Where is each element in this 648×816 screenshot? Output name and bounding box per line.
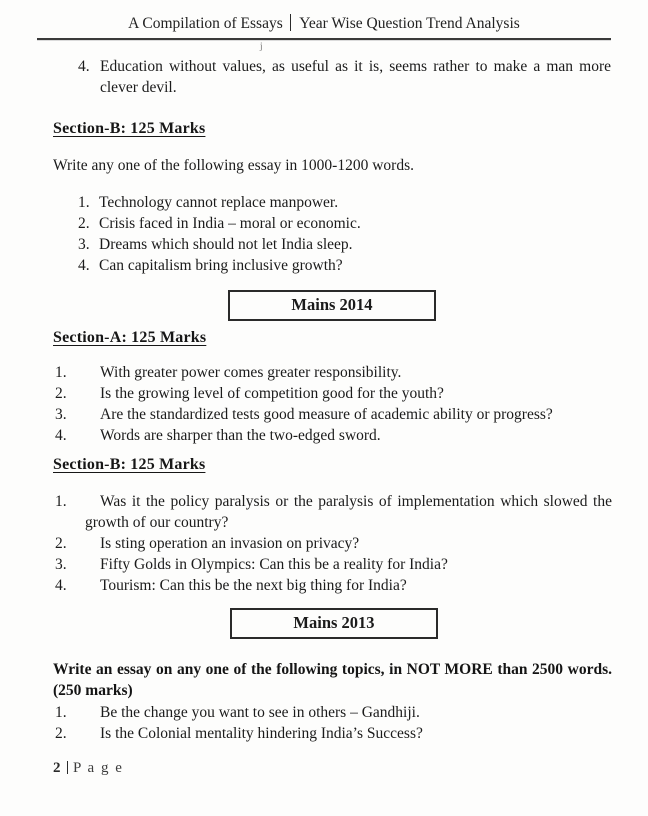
question-text: Be the change you want to see in others – Gandhiji. <box>100 704 420 721</box>
question-text: Education without values, as useful as it is, seems rather to make a man more clever devil. <box>100 58 611 96</box>
page-word: P a g e <box>73 760 124 776</box>
question-item <box>55 404 612 425</box>
footer-divider-bar <box>67 761 69 774</box>
question-item <box>55 362 612 383</box>
header-title-right: Year Wise Question Trend Analysis <box>299 15 520 32</box>
page-number: 2 <box>53 760 61 776</box>
question-number: 4. <box>55 427 67 444</box>
question-item <box>55 575 612 596</box>
question-text: Was it the policy paralysis or the paralysis of implementation which slowed the growth of our country? <box>85 493 612 531</box>
question-item <box>55 723 612 744</box>
question-number: 1. <box>55 364 67 381</box>
question-list-2014-a <box>0 362 648 446</box>
question-item <box>55 554 612 575</box>
instruction-2013: Write an essay on any one of the following topics, in NOT MORE than 2500 words. (250 marks) <box>53 661 612 699</box>
header-rule <box>37 38 611 40</box>
question-item <box>55 425 612 446</box>
section-instruction-2015: Write any one of the following essay in 1000-1200 words. <box>53 157 414 174</box>
year-box-mains-2014: Mains 2014 <box>228 290 436 321</box>
question-text: Dreams which should not let India sleep. <box>99 236 353 253</box>
question-number: 4. <box>78 257 90 274</box>
question-item <box>55 491 612 533</box>
question-item <box>55 702 612 723</box>
question-text: Is the growing level of competition good for the youth? <box>100 385 444 402</box>
question-number: 1. <box>55 704 67 721</box>
question-number: 1. <box>55 493 67 510</box>
question-number: 2. <box>55 535 67 552</box>
page-footer <box>53 760 123 777</box>
question-item <box>78 192 612 213</box>
question-text: Is sting operation an invasion on privacy? <box>100 535 360 552</box>
question-text: Technology cannot replace manpower. <box>99 194 339 211</box>
question-number: 3. <box>78 236 90 253</box>
question-number: 3. <box>55 406 67 423</box>
question-list-2013 <box>0 702 648 744</box>
page-header <box>0 0 648 34</box>
question-text: With greater power comes greater responsibility. <box>100 364 402 381</box>
question-text: Tourism: Can this be the next big thing for India? <box>100 577 407 594</box>
question-text: Is the Colonial mentality hindering India’s Success? <box>100 725 423 742</box>
question-item <box>78 234 612 255</box>
question-item <box>55 383 612 404</box>
question-number: 3. <box>55 556 67 573</box>
question-number: 4. <box>78 58 90 75</box>
question-text: Are the standardized tests good measure of academic ability or progress? <box>100 406 553 423</box>
scan-artifact-mark: j <box>260 41 263 51</box>
question-list-2015-b <box>0 192 648 276</box>
question-number: 2. <box>78 215 90 232</box>
header-title-left: A Compilation of Essays <box>128 15 283 32</box>
question-item <box>55 533 612 554</box>
section-heading-b-2015: Section-B: 125 Marks <box>53 120 206 137</box>
question-item <box>78 255 612 276</box>
question-number: 2. <box>55 725 67 742</box>
question-number: 1. <box>78 194 90 211</box>
question-item <box>78 213 612 234</box>
question-text: Words are sharper than the two-edged sword. <box>100 427 381 444</box>
question-text: Crisis faced in India – moral or economic. <box>99 215 361 232</box>
year-box-mains-2013: Mains 2013 <box>230 608 438 639</box>
header-divider-bar <box>290 14 292 31</box>
question-text: Fifty Golds in Olympics: Can this be a reality for India? <box>100 556 448 573</box>
question-text: Can capitalism bring inclusive growth? <box>99 257 343 274</box>
carryover-question-item <box>78 56 611 98</box>
question-number: 2. <box>55 385 67 402</box>
section-heading-a-2014: Section-A: 125 Marks <box>53 329 207 346</box>
section-heading-b-2014: Section-B: 125 Marks <box>53 456 206 473</box>
question-list-2014-b <box>0 491 648 596</box>
question-number: 4. <box>55 577 67 594</box>
